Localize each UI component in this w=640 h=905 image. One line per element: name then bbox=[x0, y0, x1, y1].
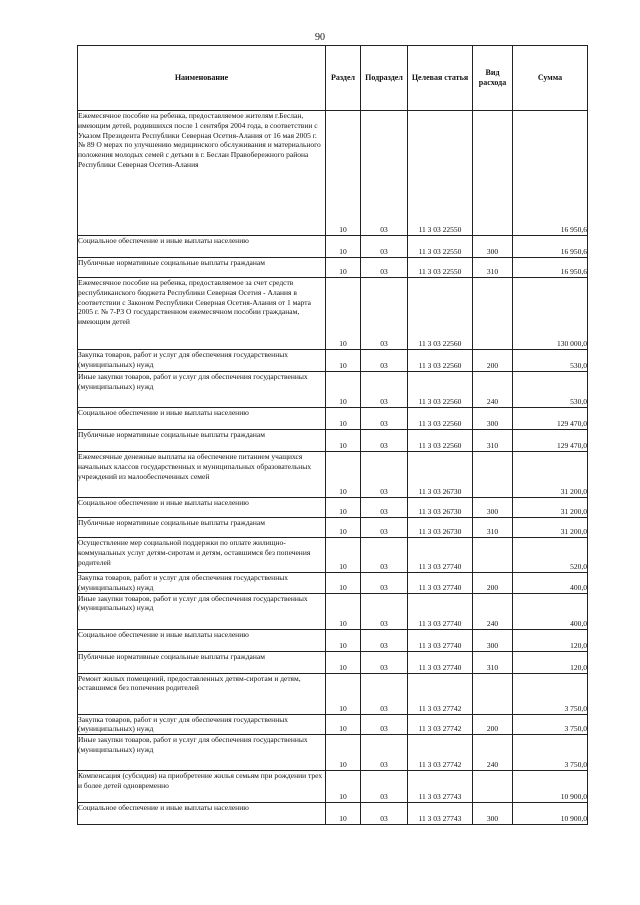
cell-target: 11 3 03 27742 bbox=[408, 735, 473, 771]
cell-section: 10 bbox=[326, 498, 361, 518]
cell-section: 10 bbox=[326, 573, 361, 594]
cell-target: 11 3 03 27740 bbox=[408, 573, 473, 594]
table-row bbox=[78, 651, 588, 673]
cell-name: Иные закупки товаров, работ и услуг для обеспечения государственных (муниципальных) нужд bbox=[78, 735, 326, 771]
cell-subsection: 03 bbox=[361, 372, 408, 408]
cell-expense-type: 310 bbox=[473, 651, 513, 673]
cell-name: Закупка товаров, работ и услуг для обеспечения государственных (муниципальных) нужд bbox=[78, 573, 326, 594]
table-row bbox=[78, 430, 588, 452]
table-row bbox=[78, 518, 588, 538]
cell-name: Иные закупки товаров, работ и услуг для обеспечения государственных (муниципальных) нужд bbox=[78, 593, 326, 629]
cell-amount: 10 900,0 bbox=[513, 771, 588, 803]
cell-subsection: 03 bbox=[361, 771, 408, 803]
cell-section: 10 bbox=[326, 673, 361, 714]
cell-amount: 130 000,0 bbox=[513, 278, 588, 350]
cell-subsection: 03 bbox=[361, 258, 408, 278]
cell-section: 10 bbox=[326, 735, 361, 771]
cell-name: Социальное обеспечение и иные выплаты населению bbox=[78, 408, 326, 430]
cell-section: 10 bbox=[326, 372, 361, 408]
table-row bbox=[78, 452, 588, 498]
cell-subsection: 03 bbox=[361, 498, 408, 518]
cell-amount: 400,0 bbox=[513, 573, 588, 594]
cell-expense-type: 300 bbox=[473, 236, 513, 258]
table-row bbox=[78, 735, 588, 771]
cell-subsection: 03 bbox=[361, 573, 408, 594]
cell-name: Социальное обеспечение и иные выплаты населению bbox=[78, 629, 326, 651]
cell-amount: 3 750,0 bbox=[513, 735, 588, 771]
cell-name: Компенсация (субсидия) на приобретение жилья семьям при рождении трех и более детей одновременно bbox=[78, 771, 326, 803]
cell-target: 11 3 03 22560 bbox=[408, 350, 473, 372]
cell-section: 10 bbox=[326, 430, 361, 452]
cell-expense-type: 300 bbox=[473, 408, 513, 430]
cell-subsection: 03 bbox=[361, 714, 408, 735]
cell-name: Социальное обеспечение и иные выплаты населению bbox=[78, 803, 326, 825]
cell-amount: 31 200,0 bbox=[513, 452, 588, 498]
cell-section: 10 bbox=[326, 771, 361, 803]
cell-section: 10 bbox=[326, 258, 361, 278]
cell-target: 11 3 03 27743 bbox=[408, 771, 473, 803]
cell-section: 10 bbox=[326, 593, 361, 629]
cell-name: Публичные нормативные социальные выплаты гражданам bbox=[78, 430, 326, 452]
cell-expense-type bbox=[473, 538, 513, 573]
cell-expense-type: 240 bbox=[473, 735, 513, 771]
cell-amount: 3 750,0 bbox=[513, 673, 588, 714]
cell-amount: 120,0 bbox=[513, 629, 588, 651]
cell-target: 11 3 03 22560 bbox=[408, 372, 473, 408]
cell-target: 11 3 03 22550 bbox=[408, 258, 473, 278]
cell-subsection: 03 bbox=[361, 735, 408, 771]
table-row bbox=[78, 111, 588, 236]
cell-subsection: 03 bbox=[361, 111, 408, 236]
cell-name: Ежемесячные денежные выплаты на обеспечение питанием учащихся начальных классов государственных и муниципальных образовательных учреждений из малообеспеченных семей bbox=[78, 452, 326, 498]
cell-expense-type: 310 bbox=[473, 518, 513, 538]
cell-target: 11 3 03 22560 bbox=[408, 430, 473, 452]
cell-amount: 31 200,0 bbox=[513, 518, 588, 538]
cell-expense-type bbox=[473, 771, 513, 803]
cell-expense-type: 300 bbox=[473, 498, 513, 518]
budget-table bbox=[77, 45, 588, 825]
table-row bbox=[78, 803, 588, 825]
table-body bbox=[78, 111, 588, 825]
cell-amount: 16 950,6 bbox=[513, 111, 588, 236]
cell-name: Закупка товаров, работ и услуг для обеспечения государственных (муниципальных) нужд bbox=[78, 714, 326, 735]
cell-target: 11 3 03 26730 bbox=[408, 498, 473, 518]
cell-name: Ежемесячное пособие на ребенка, предоставляемое за счет средств республиканского бюджета Республики Северная Осетия - Алания в соответствии с Законом Республики Северная Осетия-Алания от 1 марта 2005 г. № 7-РЗ О государственном ежемесячном пособии гражданам, имеющим детей bbox=[78, 278, 326, 350]
cell-name: Социальное обеспечение и иные выплаты населению bbox=[78, 498, 326, 518]
cell-expense-type bbox=[473, 111, 513, 236]
cell-expense-type: 240 bbox=[473, 372, 513, 408]
cell-target: 11 3 03 22560 bbox=[408, 278, 473, 350]
cell-amount: 16 950,6 bbox=[513, 236, 588, 258]
table-row bbox=[78, 408, 588, 430]
cell-section: 10 bbox=[326, 408, 361, 430]
cell-subsection: 03 bbox=[361, 673, 408, 714]
cell-target: 11 3 03 27740 bbox=[408, 629, 473, 651]
table-row bbox=[78, 278, 588, 350]
table-row bbox=[78, 258, 588, 278]
cell-amount: 31 200,0 bbox=[513, 498, 588, 518]
cell-target: 11 3 03 27740 bbox=[408, 538, 473, 573]
cell-amount: 400,0 bbox=[513, 593, 588, 629]
cell-name: Осуществление мер социальной поддержки по оплате жилищно-коммунальных услуг детям-сиротам и детям, оставшимся без попечения родителей bbox=[78, 538, 326, 573]
table-row bbox=[78, 593, 588, 629]
cell-amount: 10 900,0 bbox=[513, 803, 588, 825]
table-row bbox=[78, 538, 588, 573]
header-amount: Сумма bbox=[513, 46, 588, 111]
cell-expense-type: 310 bbox=[473, 258, 513, 278]
cell-target: 11 3 03 27743 bbox=[408, 803, 473, 825]
table-row bbox=[78, 236, 588, 258]
cell-amount: 129 470,0 bbox=[513, 430, 588, 452]
cell-target: 11 3 03 26730 bbox=[408, 452, 473, 498]
cell-target: 11 3 03 26730 bbox=[408, 518, 473, 538]
cell-expense-type: 300 bbox=[473, 803, 513, 825]
cell-expense-type bbox=[473, 673, 513, 714]
cell-expense-type: 300 bbox=[473, 629, 513, 651]
cell-target: 11 3 03 27742 bbox=[408, 673, 473, 714]
cell-target: 11 3 03 22560 bbox=[408, 408, 473, 430]
cell-name: Публичные нормативные социальные выплаты гражданам bbox=[78, 651, 326, 673]
header-section: Раздел bbox=[326, 46, 361, 111]
header-target: Целевая статья bbox=[408, 46, 473, 111]
cell-section: 10 bbox=[326, 629, 361, 651]
table-row bbox=[78, 629, 588, 651]
cell-amount: 530,0 bbox=[513, 372, 588, 408]
cell-amount: 16 950,6 bbox=[513, 258, 588, 278]
cell-section: 10 bbox=[326, 518, 361, 538]
table-row bbox=[78, 350, 588, 372]
table-header-row bbox=[78, 46, 588, 111]
cell-target: 11 3 03 27740 bbox=[408, 651, 473, 673]
table-row bbox=[78, 573, 588, 594]
cell-amount: 530,0 bbox=[513, 350, 588, 372]
cell-subsection: 03 bbox=[361, 593, 408, 629]
cell-name: Социальное обеспечение и иные выплаты населению bbox=[78, 236, 326, 258]
cell-section: 10 bbox=[326, 714, 361, 735]
table-row bbox=[78, 673, 588, 714]
cell-section: 10 bbox=[326, 651, 361, 673]
cell-amount: 520,0 bbox=[513, 538, 588, 573]
cell-subsection: 03 bbox=[361, 452, 408, 498]
cell-subsection: 03 bbox=[361, 518, 408, 538]
cell-section: 10 bbox=[326, 803, 361, 825]
cell-target: 11 3 03 27742 bbox=[408, 714, 473, 735]
cell-section: 10 bbox=[326, 111, 361, 236]
cell-name: Публичные нормативные социальные выплаты гражданам bbox=[78, 518, 326, 538]
table-row bbox=[78, 498, 588, 518]
cell-expense-type: 200 bbox=[473, 714, 513, 735]
cell-target: 11 3 03 22550 bbox=[408, 111, 473, 236]
cell-amount: 3 750,0 bbox=[513, 714, 588, 735]
header-name: Наименование bbox=[78, 46, 326, 111]
cell-subsection: 03 bbox=[361, 408, 408, 430]
cell-expense-type: 200 bbox=[473, 350, 513, 372]
cell-section: 10 bbox=[326, 236, 361, 258]
table-row bbox=[78, 714, 588, 735]
cell-subsection: 03 bbox=[361, 651, 408, 673]
header-expense-type: Вид расхода bbox=[473, 46, 513, 111]
table-row bbox=[78, 771, 588, 803]
cell-amount: 120,0 bbox=[513, 651, 588, 673]
cell-name: Ежемесячное пособие на ребенка, предоставляемое жителям г.Беслан, имеющим детей, родившихся после 1 сентября 2004 года, в соответствии с Указом Президента Республики Северная Осетия-Алания от 16 мая 2005 г. № 89 О мерах по улучшению медицинского обслуживания и материального положения молодых семей с детьми в г. Беслан Правобережного района Республики Северная Осетия-Алания bbox=[78, 111, 326, 236]
cell-subsection: 03 bbox=[361, 430, 408, 452]
header-subsection: Подраздел bbox=[361, 46, 408, 111]
cell-expense-type bbox=[473, 278, 513, 350]
cell-name: Иные закупки товаров, работ и услуг для обеспечения государственных (муниципальных) нужд bbox=[78, 372, 326, 408]
cell-subsection: 03 bbox=[361, 350, 408, 372]
cell-name: Публичные нормативные социальные выплаты гражданам bbox=[78, 258, 326, 278]
cell-expense-type bbox=[473, 452, 513, 498]
cell-expense-type: 200 bbox=[473, 573, 513, 594]
cell-section: 10 bbox=[326, 538, 361, 573]
cell-subsection: 03 bbox=[361, 538, 408, 573]
cell-name: Ремонт жилых помещений, предоставленных детям-сиротам и детям, оставшимся без попечения родителей bbox=[78, 673, 326, 714]
cell-expense-type: 310 bbox=[473, 430, 513, 452]
cell-section: 10 bbox=[326, 350, 361, 372]
cell-subsection: 03 bbox=[361, 278, 408, 350]
cell-target: 11 3 03 27740 bbox=[408, 593, 473, 629]
table-row bbox=[78, 372, 588, 408]
cell-target: 11 3 03 22550 bbox=[408, 236, 473, 258]
cell-section: 10 bbox=[326, 452, 361, 498]
cell-subsection: 03 bbox=[361, 236, 408, 258]
cell-subsection: 03 bbox=[361, 629, 408, 651]
cell-section: 10 bbox=[326, 278, 361, 350]
cell-name: Закупка товаров, работ и услуг для обеспечения государственных (муниципальных) нужд bbox=[78, 350, 326, 372]
cell-expense-type: 240 bbox=[473, 593, 513, 629]
cell-amount: 129 470,0 bbox=[513, 408, 588, 430]
cell-subsection: 03 bbox=[361, 803, 408, 825]
page-number: 90 bbox=[315, 32, 325, 43]
